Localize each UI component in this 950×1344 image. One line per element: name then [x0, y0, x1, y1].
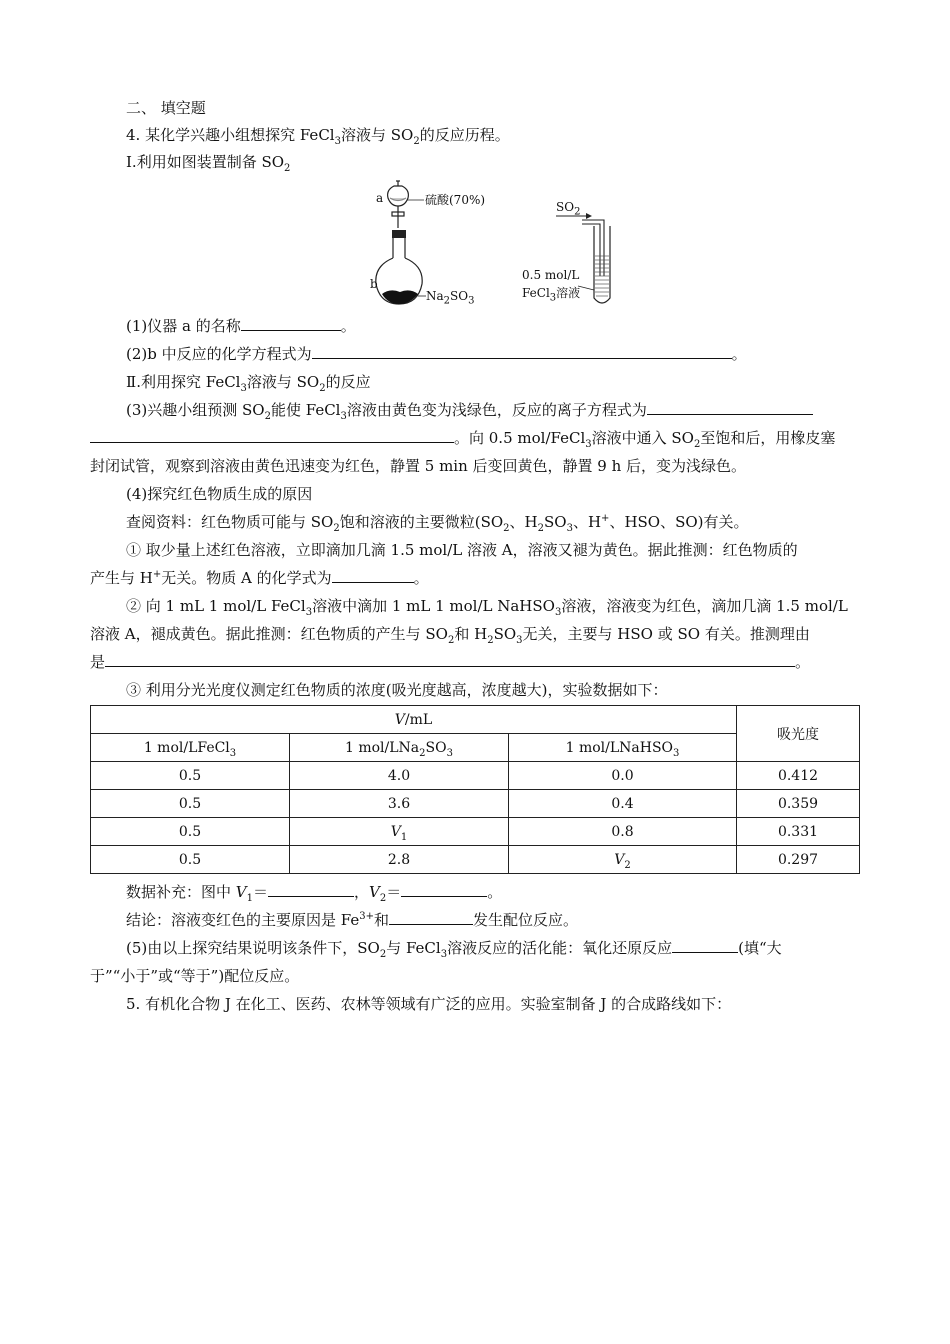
- cell: 0.5: [91, 846, 290, 874]
- cell-v2: $V_2$: [509, 846, 737, 874]
- cell: 0.4: [509, 790, 737, 818]
- gas-label: $SO_2$: [556, 200, 581, 218]
- conc-label: 0.5 mol/L: [522, 268, 580, 282]
- cell: 0.359: [737, 790, 860, 818]
- answer-blank-2[interactable]: [312, 344, 732, 359]
- answer-blank-v2[interactable]: [401, 882, 487, 897]
- question-3-line-1: (3)兴趣小组预测 $SO_2$能使 FeCl$_3$溶液由黄色变为浅绿色，反应的离子方程式为: [126, 400, 813, 420]
- apparatus-figure: [360, 176, 630, 310]
- volume-header: V/mL: [91, 706, 737, 734]
- cell: 4.0: [290, 762, 509, 790]
- table-row: [91, 790, 860, 818]
- part-1-heading: Ⅰ.利用如图装置制备 $SO_2$: [126, 153, 291, 174]
- answer-blank-4b[interactable]: [105, 652, 795, 667]
- answer-blank-v1[interactable]: [268, 882, 354, 897]
- cell: 0.8: [509, 818, 737, 846]
- absorbance-header: 吸光度: [737, 706, 860, 762]
- cell: 0.0: [509, 762, 737, 790]
- cell: 0.5: [91, 762, 290, 790]
- question-1: (1)仪器 a 的名称 。: [126, 317, 356, 335]
- label-b: b: [370, 277, 378, 291]
- answer-blank-1[interactable]: [241, 316, 341, 331]
- cell: 3.6: [290, 790, 509, 818]
- arrow-head: [586, 213, 592, 219]
- question-5-line-2: 于”“小于”或“等于”)配位反应。: [90, 967, 300, 985]
- cell: 0.5: [91, 790, 290, 818]
- step-1-line-2: 产生与 H+无关。物质 A 的化学式为 。: [90, 569, 429, 587]
- nahso3-header: 1 mol/LNaHSO$_3$: [509, 734, 737, 762]
- cell-v1: $V_1$: [290, 818, 509, 846]
- answer-blank-4a[interactable]: [332, 568, 414, 583]
- test-tube: [594, 226, 610, 303]
- problem-5-stem: 5. 有机化合物 J 在化工、医药、农林等领域有广泛的应用。实验室制备 J 的合成路线如下：: [126, 995, 732, 1013]
- separatory-funnel: [388, 181, 409, 228]
- reference-info: 查阅资料：红色物质可能与 $SO_2$饱和溶液的主要微粒($SO_2$、$H_2SO_3$、H+、HSO、SO)有关。: [126, 513, 749, 534]
- answer-blank-5[interactable]: [672, 938, 738, 953]
- step-1-line-1: ① 取少量上述红色溶液，立即滴加几滴 1.5 mol/L 溶液 A，溶液又褪为黄色。据此推测：红色物质的: [126, 541, 798, 559]
- na2so3-header: 1 mol/$LNa_2SO_3$: [290, 734, 509, 762]
- rubber-stopper: [392, 230, 406, 238]
- question-5-line-1: (5)由以上探究结果说明该条件下，$SO_2$与 FeCl$_3$溶液反应的活化能：氧化还原反应 (填“大: [126, 939, 782, 960]
- section-title: 二、 填空题: [126, 99, 206, 117]
- answer-blank-3a[interactable]: [647, 400, 813, 415]
- salt-label: $Na_2SO_3$: [426, 289, 475, 307]
- cell: 2.8: [290, 846, 509, 874]
- cell: 0.297: [737, 846, 860, 874]
- fecl3-header: 1 mol/LFeCl$_3$: [91, 734, 290, 762]
- step-3: ③ 利用分光光度仪测定红色物质的浓度(吸光度越高，浓度越大)，实验数据如下：: [126, 681, 668, 699]
- solution-leader-line: [578, 286, 594, 290]
- solution-label: FeCl$_3$溶液: [522, 286, 581, 304]
- question-2: (2)b 中反应的化学方程式为 。: [126, 345, 747, 363]
- step-2-line-3: 是 。: [90, 653, 811, 671]
- q4-stem: 4. 某化学兴趣小组想探究 FeCl$_3$溶液与 $SO_2$的反应历程。: [126, 126, 510, 147]
- question-3-line-2: 。向 0.5 mol/FeCl$_3$溶液中通入 $SO_2$至饱和后，用橡皮塞: [90, 428, 835, 448]
- step-2-line-2: 溶液 A，褪成黄色。据此推测：红色物质的产生与 $SO_2$和 $H_2SO_3$无关，主要与 HSO 或 SO 有关。推测理由: [90, 625, 810, 646]
- question-4: (4)探究红色物质生成的原因: [126, 485, 313, 503]
- part-2-heading: Ⅱ.利用探究 FeCl$_3$溶液与 $SO_2$的反应: [126, 373, 371, 394]
- data-table: [90, 705, 860, 874]
- delivery-tube: [582, 220, 604, 276]
- table-row: [91, 846, 860, 874]
- cell: 0.331: [737, 818, 860, 846]
- question-3-line-3: 封闭试管，观察到溶液由黄色迅速变为红色，静置 5 min 后变回黄色，静置 9 h 后，变为浅绿色。: [90, 457, 747, 475]
- conclusion: 结论：溶液变红色的主要原因是 $Fe^{3+}$和 发生配位反应。: [126, 911, 579, 929]
- cell: 0.5: [91, 818, 290, 846]
- table-row: [91, 762, 860, 790]
- acid-label: 硫酸(70%): [425, 193, 486, 207]
- apparatus-drawing: [360, 176, 630, 310]
- answer-blank-3b[interactable]: [90, 428, 454, 443]
- cell: 0.412: [737, 762, 860, 790]
- table-row: [91, 818, 860, 846]
- label-a: a: [376, 191, 384, 205]
- test-tube-solution: [595, 256, 609, 296]
- data-supplement: 数据补充：图中 $V_1=$ ，$V_2=$ 。: [126, 883, 503, 904]
- step-2-line-1: ② 向 1 mL 1 mol/L FeCl$_3$溶液中滴加 1 mL 1 mol/L NaHSO$_3$溶液，溶液变为红色，滴加几滴 1.5 mol/L: [126, 597, 848, 618]
- answer-blank-ligand[interactable]: [389, 910, 473, 925]
